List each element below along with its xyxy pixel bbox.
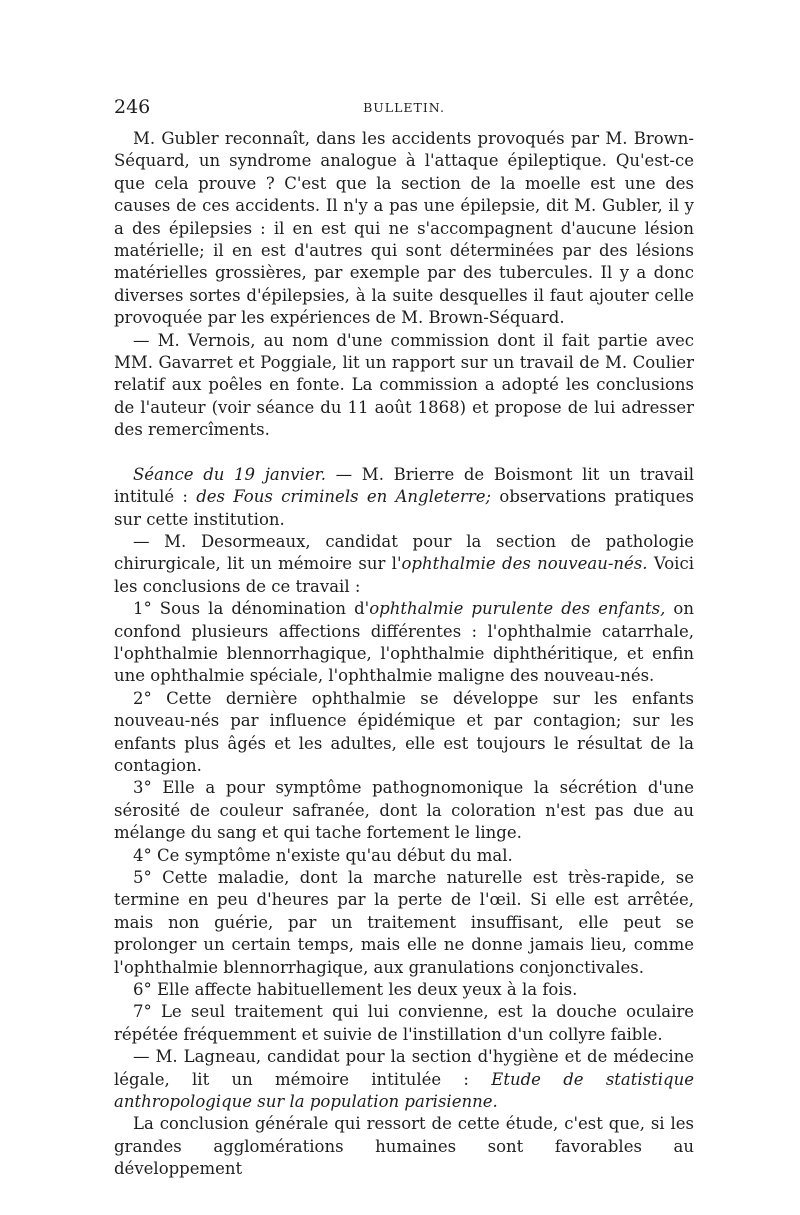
paragraph-desormeaux	[114, 531, 694, 598]
conclusion-7: 7° Le seul traitement qui lui convienne, est la douche oculaire répétée fréquemment et suivie de l'instillation d'un collyre faible.	[114, 1002, 694, 1044]
term-italic: ophthalmie purulente des enfants,	[369, 599, 666, 619]
page-body	[114, 128, 694, 1181]
paragraph-gubler: M. Gubler reconnaît, dans les accidents provoqués par M. Brown-Séquard, un syndrome analogue à l'attaque épileptique. Qu'est-ce que cela prouve ? C'est que la section de la moelle est une des causes de ces accidents. Il n'y a pas une épilepsie, dit M. Gubler, il y a des épilepsies : il en est qui ne s'accompagnent d'aucune lésion matérielle; il en est d'autres qui sont déterminées par des lésions matérielles grossières, par exemple par des tubercules. Il y a donc diverses sortes d'épilepsies, à la suite desquelles il faut ajouter celle provoquée par les expériences de M. Brown-Séquard.	[114, 129, 694, 328]
paragraph-text: — M. Lagneau, candidat pour la section d'hygiène et de médecine légale, lit un mémoire intitulée :	[114, 1047, 694, 1089]
conclusion-3: 3° Elle a pour symptôme pathognomonique la sécrétion d'une sérosité de couleur safranée, dont la coloration n'est pas due au mélange du sang et qui tache fortement le linge.	[114, 778, 694, 843]
paragraph-seance-19-janvier	[114, 464, 694, 531]
conclusion-1	[114, 598, 694, 688]
conclusion-4: 4° Ce symptôme n'existe qu'au début du mal.	[133, 845, 513, 865]
paragraph-text: observations pratiques sur cette institution.	[114, 487, 694, 529]
paragraph-text: 1° Sous la dénomination d'	[133, 599, 370, 619]
conclusion-5: 5° Cette maladie, dont la marche naturelle est très-rapide, se termine en peu d'heures par la perte de l'œil. Si elle est arrêtée, mais non guérie, par un traitement insuffisant, elle peut se prolonger un certain temps, mais elle ne donne jamais lieu, comme l'ophthalmie blennorrhagique, aux granulations conjonctivales.	[114, 868, 694, 977]
paragraph-vernois: — M. Vernois, au nom d'une commission dont il fait partie avec MM. Gavarret et Poggiale, lit un rapport sur un travail de M. Coulier relatif aux poêles en fonte. La commission a adopté les conclusions de l'auteur (voir séance du 11 août 1868) et propose de lui adresser des remercîments.	[114, 330, 694, 440]
conclusion-6: 6° Elle affecte habituellement les deux yeux à la fois.	[133, 980, 578, 1000]
session-date: Séance du 19 janvier.	[133, 464, 326, 484]
section-spacer	[114, 442, 694, 464]
work-title: des Fous criminels en Angleterre;	[196, 487, 492, 507]
page-header	[114, 96, 694, 122]
paragraph-text: — M. Brierre de Boismont lit un travail intitulé :	[114, 464, 694, 507]
paragraph-lagneau	[114, 1046, 694, 1113]
memoir-title: Etude de statistique anthropologique sur la population parisienne.	[114, 1069, 694, 1112]
paragraph-conclusion-generale: La conclusion générale qui ressort de cette étude, c'est que, si les grandes agglomérations humaines sont favorables au développement	[114, 1114, 694, 1179]
paragraph-text: — M. Desormeaux, candidat pour la section de pathologie chirurgicale, lit un mémoire sur l'	[114, 531, 694, 574]
paragraph-text: Voici les conclusions de ce travail :	[114, 554, 694, 596]
conclusion-2: 2° Cette dernière ophthalmie se développe sur les enfants nouveau-nés par influence épidémique et par contagion; sur les enfants plus âgés et les adultes, elle est toujours le résultat de la contagion.	[114, 688, 694, 775]
running-title: BULLETIN.	[363, 100, 445, 115]
memoir-title: ophthalmie des nouveau-nés.	[401, 554, 648, 574]
paragraph-text: on confond plusieurs affections différentes : l'ophthalmie catarrhale, l'ophthalmie blennorrhagique, l'ophthalmie diphthéritique, et enfin une ophthalmie spéciale, l'ophthalmie maligne des nouveau-nés.	[114, 599, 694, 686]
page-number: 246	[114, 96, 151, 118]
